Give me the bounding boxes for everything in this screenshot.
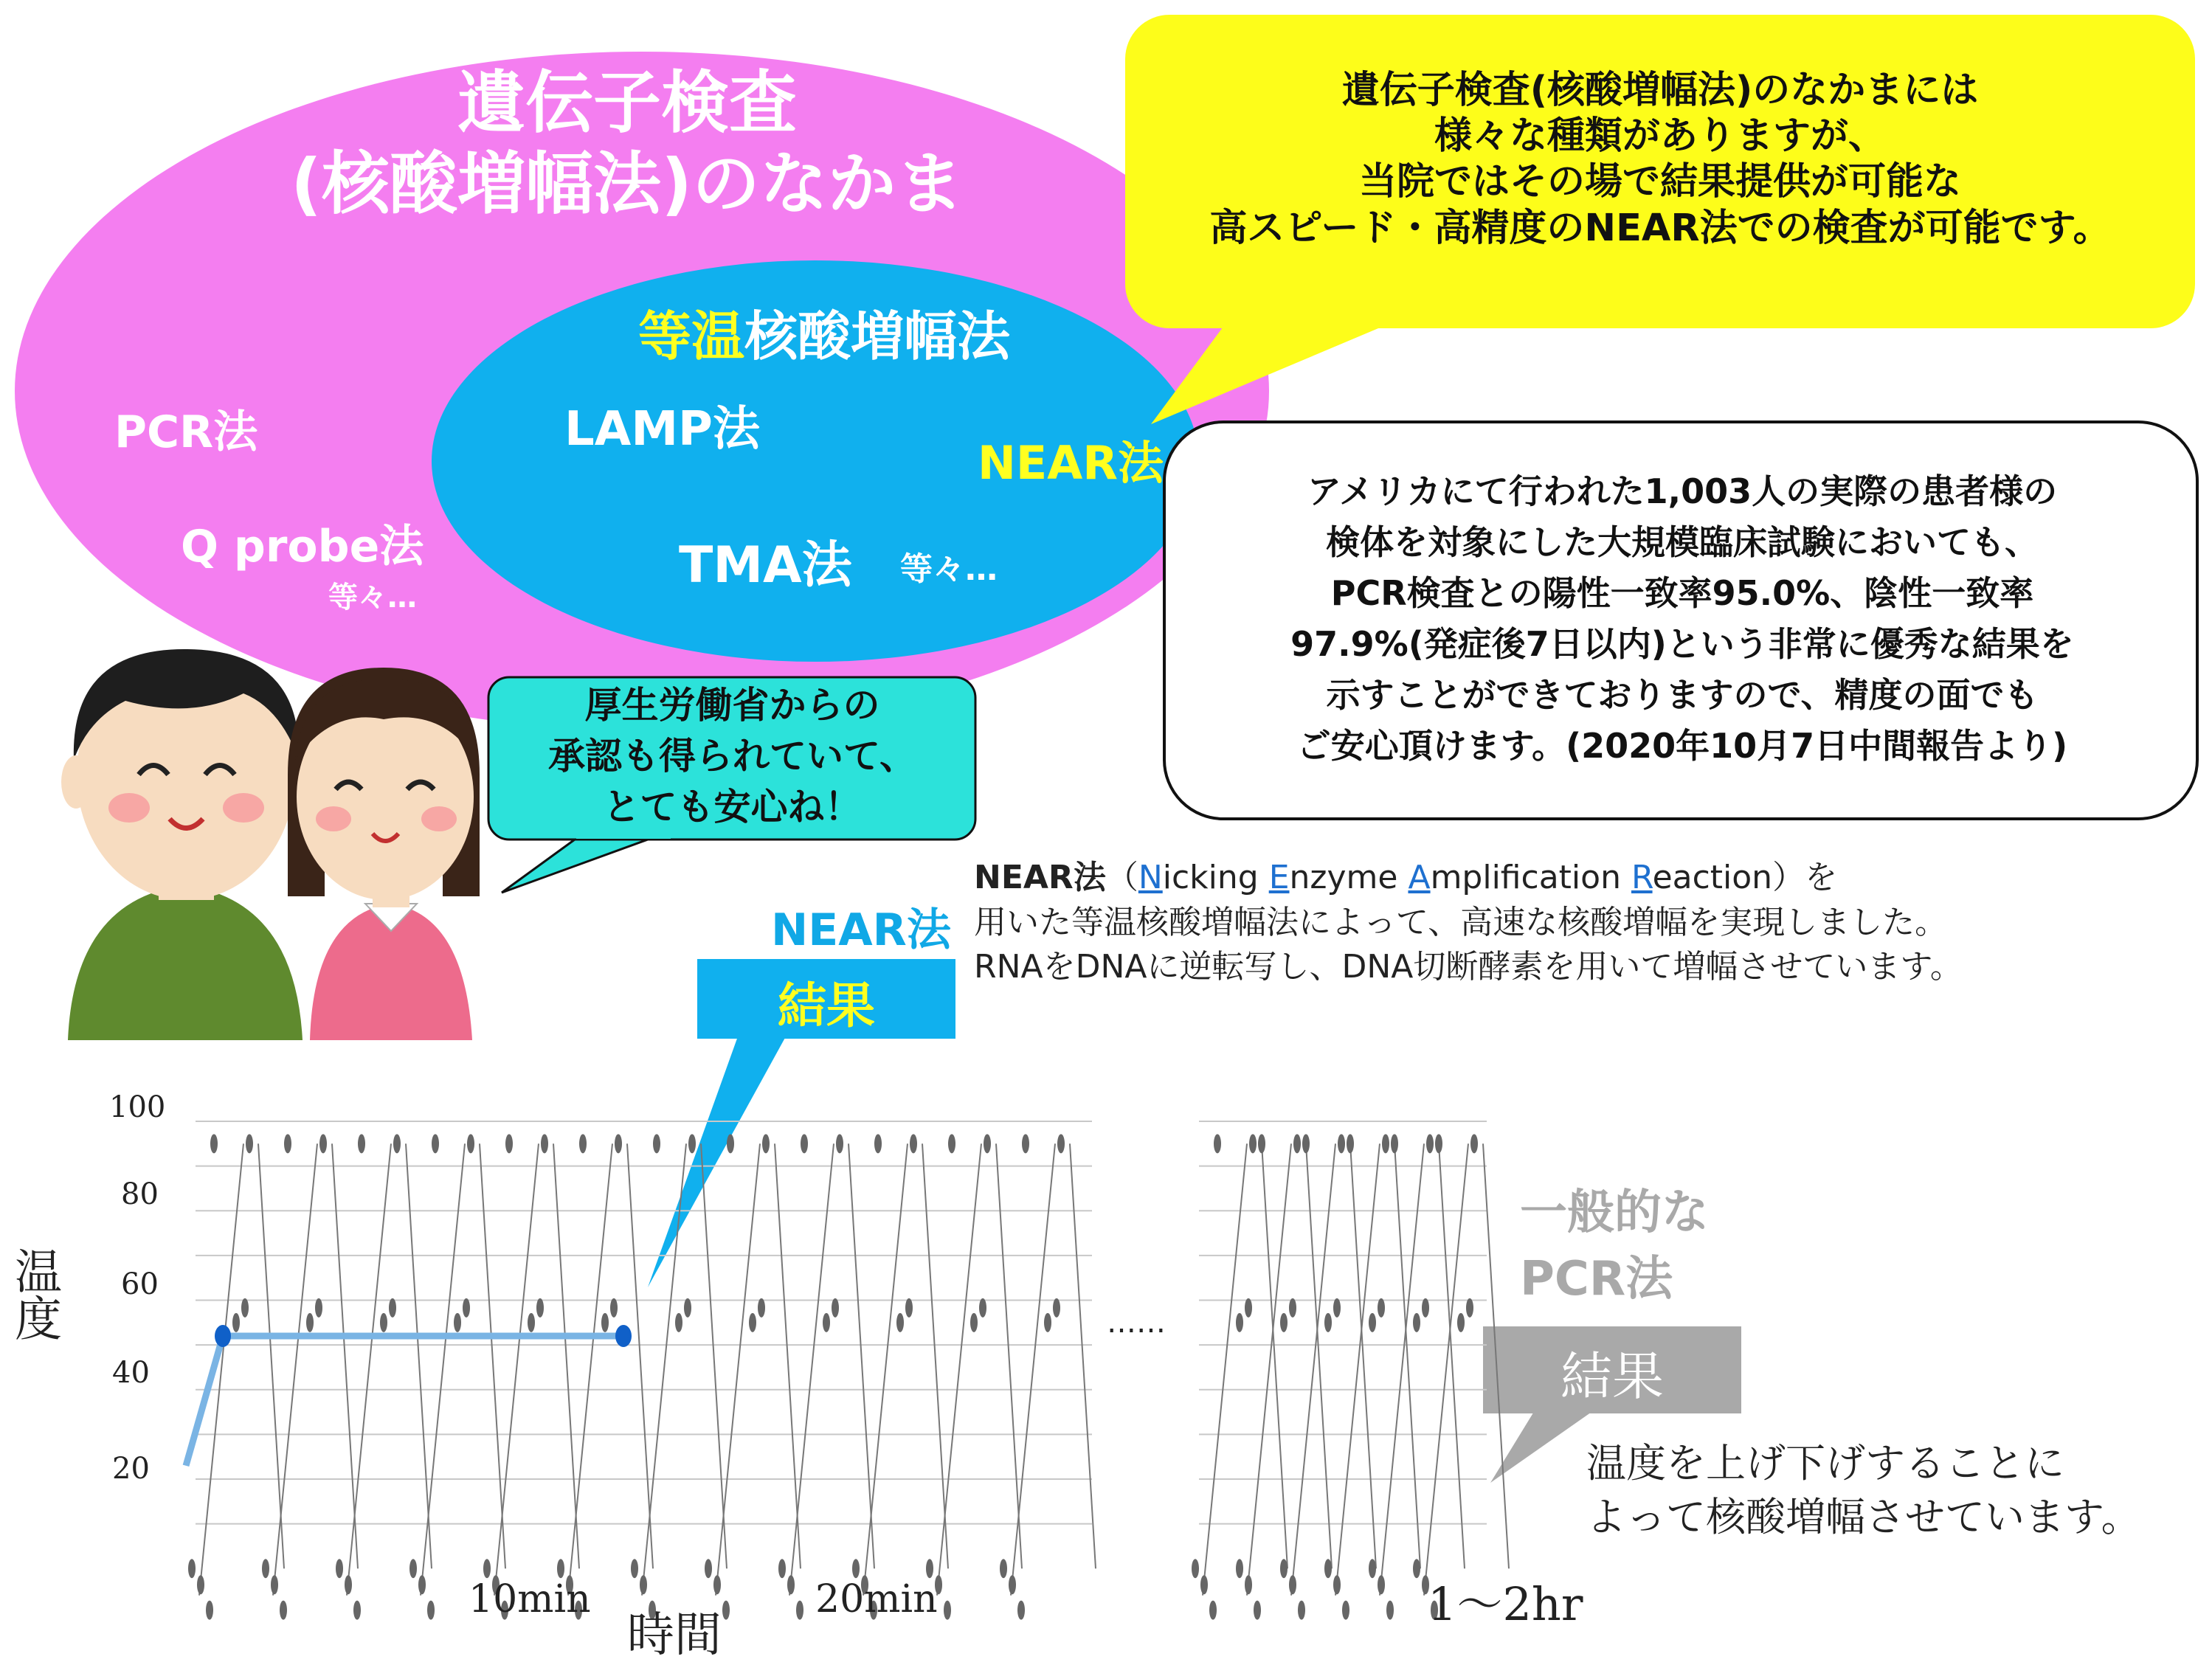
pcr-low-mark <box>722 1601 730 1620</box>
pcr-low-mark <box>1324 1559 1332 1578</box>
pink-etc-label: 等々… <box>328 581 417 615</box>
near-desc-line1 <box>974 856 2199 901</box>
near-desc-a: A <box>1408 859 1431 896</box>
yellow-line4: 高スピード・高精度のNEAR法での検査が可能です。 <box>1209 206 2111 250</box>
pcr-denature-mark <box>1302 1134 1310 1153</box>
cyan-line3: とても安心ね！ <box>603 786 862 828</box>
pcr-denature-mark <box>1382 1134 1389 1153</box>
pcr-low-mark <box>188 1559 196 1578</box>
pcr-denature-mark <box>541 1134 548 1153</box>
pcr-low-mark <box>787 1575 795 1594</box>
pcr-anneal-mark <box>610 1298 618 1318</box>
pcr-anneal-mark <box>1245 1298 1252 1318</box>
pcr-anneal-mark <box>749 1313 756 1332</box>
near-desc-r-rest: eaction <box>1652 859 1773 896</box>
pcr-anneal-mark <box>684 1298 691 1318</box>
near-series <box>186 1325 632 1466</box>
pcr-trace-line <box>848 1143 874 1568</box>
pcr-denature-mark <box>1258 1134 1265 1153</box>
pcr-anneal-mark <box>1044 1313 1051 1332</box>
trial-line3: PCR検査との陽性一致率95.0%、陰性一致率 <box>1330 573 2034 613</box>
pcr-note-line1: 温度を上げ下げすることに <box>1586 1440 2064 1486</box>
pcr-anneal-mark <box>675 1313 682 1332</box>
pcr-trace-line <box>1262 1143 1288 1568</box>
pcr-low-mark <box>926 1559 933 1578</box>
pcr-trace-line <box>332 1143 358 1568</box>
pcr-anneal-mark <box>970 1313 978 1332</box>
pcr-low-mark <box>557 1559 564 1578</box>
pcr-denature-mark <box>1022 1134 1029 1153</box>
y-tick-20: 20 <box>112 1452 150 1486</box>
pcr-low-mark <box>944 1601 951 1620</box>
pcr-anneal-mark <box>380 1313 387 1332</box>
pcr-low-mark <box>796 1601 803 1620</box>
near-method-label: NEAR法 <box>978 436 1164 490</box>
pcr-denature-mark <box>801 1134 808 1153</box>
near-desc-close: ）を <box>1772 859 1838 896</box>
pcr-anneal-mark <box>601 1313 609 1332</box>
pcr-trace-line <box>553 1143 579 1568</box>
grid-lines <box>196 1121 1487 1524</box>
pcr-denature-mark <box>1347 1134 1354 1153</box>
gap-marker: …… <box>1107 1306 1166 1340</box>
pcr-trace-line <box>996 1143 1022 1568</box>
near-desc-n-rest: icking <box>1162 859 1269 896</box>
pcr-anneal-mark <box>315 1298 322 1318</box>
pcr-low-mark <box>1289 1575 1296 1594</box>
pcr-low-mark <box>1192 1559 1199 1578</box>
near-result-callout-text: 結果 <box>778 977 875 1034</box>
trial-line5: 示すことができておりますので、精度の面でも <box>1326 675 2039 715</box>
pcr-denature-mark <box>1391 1134 1398 1153</box>
pcr-low-mark <box>1298 1601 1305 1620</box>
pcr-low-mark <box>427 1601 435 1620</box>
pcr-denature-mark <box>467 1134 474 1153</box>
pcr-low-mark <box>271 1575 278 1594</box>
pcr-low-mark <box>1333 1575 1341 1594</box>
pcr-denature-mark <box>874 1134 882 1153</box>
near-desc-line3: RNAをDNAに逆転写し、DNA切断酵素を用いて増幅させています。 <box>974 948 1963 986</box>
tma-method-label: TMA法 <box>679 536 852 595</box>
pcr-low-mark <box>631 1559 638 1578</box>
x-axis-label: 時間 <box>627 1608 722 1663</box>
pcr-low-mark <box>1254 1601 1261 1620</box>
near-desc-e-rest: nzyme <box>1289 859 1409 896</box>
pcr-denature-mark <box>615 1134 622 1153</box>
pcr-low-mark <box>1245 1575 1252 1594</box>
y-axis-label: 温度 <box>7 1247 61 1341</box>
pcr-trace-line <box>480 1143 505 1568</box>
pcr-low-mark <box>483 1559 491 1578</box>
pcr-denature-mark <box>688 1134 696 1153</box>
pcr-low-mark <box>418 1575 426 1594</box>
pcr-anneal-mark <box>241 1298 249 1318</box>
pcr-anneal-mark <box>1333 1298 1341 1318</box>
pcr-denature-mark <box>319 1134 327 1153</box>
pcr-denature-mark <box>910 1134 917 1153</box>
pcr-low-mark <box>713 1575 721 1594</box>
pcr-low-mark <box>1342 1601 1349 1620</box>
near-desc-name: NEAR法 <box>974 859 1106 896</box>
pcr-denature-mark <box>948 1134 955 1153</box>
pcr-low-mark <box>1236 1559 1243 1578</box>
pcr-anneal-mark <box>1413 1313 1420 1332</box>
pcr-low-mark <box>1386 1601 1394 1620</box>
pcr-denature-mark <box>984 1134 991 1153</box>
pcr-denature-mark <box>393 1134 401 1153</box>
cyan-line1: 厚生労働省からの <box>584 684 880 727</box>
pcr-trace-line <box>258 1143 284 1568</box>
pcr-label-line2: PCR法 <box>1520 1251 1673 1306</box>
trial-line6: ご安心頂けます。(2020年10月7日中間報告より) <box>1296 726 2068 766</box>
pcr-anneal-mark <box>1466 1298 1473 1318</box>
x-tick-hr: 1〜2hr <box>1428 1577 1583 1631</box>
pcr-low-mark <box>409 1559 417 1578</box>
pcr-low-mark <box>1017 1601 1025 1620</box>
pcr-anneal-mark <box>1324 1313 1332 1332</box>
pcr-low-mark <box>852 1559 860 1578</box>
near-desc-n: N <box>1138 859 1163 896</box>
near-desc-e: E <box>1268 859 1290 896</box>
yellow-line1: 遺伝子検査(核酸増幅法)のなかまには <box>1341 69 1979 112</box>
trial-box-text <box>1173 466 2191 772</box>
pcr-low-mark <box>1209 1601 1217 1620</box>
pcr-low-mark <box>280 1601 287 1620</box>
pcr-low-mark <box>262 1559 269 1578</box>
pcr-trace-line <box>1070 1143 1096 1568</box>
pcr-anneal-mark <box>528 1313 535 1332</box>
pink-title-line1: 遺伝子検査 <box>457 63 797 142</box>
pcr-low-mark <box>336 1559 343 1578</box>
pcr-denature-mark <box>1338 1134 1345 1153</box>
pcr-denature-mark <box>246 1134 253 1153</box>
yellow-callout-text <box>1129 68 2191 252</box>
pcr-trace-line <box>1439 1143 1465 1568</box>
pcr-low-mark <box>1280 1559 1288 1578</box>
pcr-result-label <box>1520 1180 1709 1312</box>
lamp-method-label: LAMP法 <box>564 402 760 457</box>
pcr-low-mark <box>197 1575 204 1594</box>
people-illustration <box>61 649 480 1040</box>
pcr-low-mark <box>1378 1575 1385 1594</box>
pcr-anneal-mark <box>536 1298 544 1318</box>
trial-line2: 検体を対象にした大規模臨床試験においても、 <box>1326 522 2039 562</box>
pcr-trace-line <box>627 1143 653 1568</box>
y-tick-100: 100 <box>109 1090 166 1124</box>
pcr-note-line2: よって核酸増幅させています。 <box>1586 1493 2141 1540</box>
pcr-denature-mark <box>1057 1134 1065 1153</box>
near-desc-line2: 用いた等温核酸増幅法によって、高速な核酸増幅を実現しました。 <box>974 903 1948 941</box>
pcr-anneal-mark <box>979 1298 986 1318</box>
pcr-low-mark <box>345 1575 352 1594</box>
pcr-trace-line <box>775 1143 801 1568</box>
y-tick-60: 60 <box>121 1267 159 1301</box>
pcr-anneal-mark <box>1053 1298 1060 1318</box>
pcr-denature-mark <box>505 1134 513 1153</box>
pcr-trace-line <box>701 1143 727 1568</box>
pcr-low-mark <box>640 1575 647 1594</box>
qprobe-method-label: Q probe法 <box>181 521 424 572</box>
pcr-trace-line <box>1350 1143 1376 1568</box>
pcr-method-label: PCR法 <box>114 406 258 458</box>
isothermal-heading <box>638 294 1010 370</box>
pcr-trace-line <box>1394 1143 1420 1568</box>
pcr-anneal-mark <box>1280 1313 1288 1332</box>
pcr-denature-mark <box>1435 1134 1442 1153</box>
pcr-denature-mark <box>1249 1134 1257 1153</box>
pcr-denature-mark <box>358 1134 365 1153</box>
pcr-note <box>1586 1437 2141 1545</box>
cyan-callout-text <box>491 680 974 833</box>
trial-line1: アメリカにて行われた1,003人の実際の患者様の <box>1307 471 2058 511</box>
pcr-anneal-mark <box>1289 1298 1296 1318</box>
yellow-line2: 様々な種類がありますが、 <box>1434 114 1886 159</box>
pcr-denature-mark <box>210 1134 218 1153</box>
pcr-low-mark <box>1009 1575 1016 1594</box>
pcr-anneal-mark <box>823 1313 830 1332</box>
pcr-anneal-mark <box>1457 1313 1465 1332</box>
isothermal-rest: 核酸増幅法 <box>744 305 1011 367</box>
pcr-denature-mark <box>284 1134 291 1153</box>
pcr-anneal-mark <box>896 1313 904 1332</box>
pink-title <box>184 63 1070 226</box>
pcr-trace-line <box>922 1143 948 1568</box>
near-desc-r: R <box>1631 859 1653 896</box>
y-tick-40: 40 <box>112 1356 150 1390</box>
pcr-anneal-mark <box>905 1298 913 1318</box>
pcr-anneal-mark <box>1422 1298 1429 1318</box>
pcr-low-mark <box>1413 1559 1420 1578</box>
pcr-denature-mark <box>727 1134 734 1153</box>
pcr-anneal-mark <box>463 1298 470 1318</box>
chart-area <box>186 1121 1509 1620</box>
pcr-label-line1: 一般的な <box>1520 1185 1709 1240</box>
pcr-low-mark <box>778 1559 786 1578</box>
near-result-label: NEAR法 <box>771 904 951 956</box>
pcr-anneal-mark <box>306 1313 314 1332</box>
near-desc-open: （ <box>1105 859 1138 896</box>
isothermal-highlight: 等温 <box>638 305 745 367</box>
pcr-trace-line <box>406 1143 432 1568</box>
pink-title-line2: (核酸増幅法)のなかま <box>290 145 964 224</box>
pcr-anneal-mark <box>232 1313 240 1332</box>
pcr-anneal-mark <box>1236 1313 1243 1332</box>
pcr-anneal-mark <box>832 1298 839 1318</box>
pcr-anneal-mark <box>758 1298 765 1318</box>
pcr-denature-mark <box>1470 1134 1478 1153</box>
near-series-point <box>215 1325 231 1347</box>
near-description <box>974 856 2199 990</box>
pcr-denature-mark <box>1293 1134 1301 1153</box>
x-tick-10min: 10min <box>469 1577 591 1621</box>
pcr-low-mark <box>705 1559 712 1578</box>
pcr-low-mark <box>206 1601 213 1620</box>
pcr-low-mark <box>1000 1559 1007 1578</box>
pcr-denature-mark <box>1426 1134 1434 1153</box>
pcr-denature-mark <box>653 1134 660 1153</box>
pcr-anneal-mark <box>1369 1313 1376 1332</box>
pcr-cycle-traces <box>188 1134 1509 1619</box>
pcr-denature-mark <box>836 1134 843 1153</box>
pcr-low-mark <box>1369 1559 1376 1578</box>
near-desc-a-rest: mplification <box>1430 859 1631 896</box>
pcr-result-callout-text: 結果 <box>1561 1346 1664 1407</box>
near-series-point <box>615 1325 632 1347</box>
pcr-denature-mark <box>762 1134 770 1153</box>
cyan-line2: 承認も得られていて、 <box>548 735 916 778</box>
x-tick-20min: 20min <box>815 1577 938 1621</box>
woman-figure <box>288 668 480 1040</box>
pcr-denature-mark <box>432 1134 439 1153</box>
yellow-line3: 当院ではその場で結果提供が可能な <box>1358 160 1961 204</box>
pcr-anneal-mark <box>454 1313 461 1332</box>
man-figure <box>61 649 310 1040</box>
pcr-anneal-mark <box>1378 1298 1385 1318</box>
pcr-denature-mark <box>1214 1134 1221 1153</box>
y-tick-80: 80 <box>121 1177 159 1211</box>
near-series-line <box>186 1336 623 1466</box>
pcr-anneal-mark <box>389 1298 396 1318</box>
pcr-low-mark <box>353 1601 361 1620</box>
pcr-denature-mark <box>579 1134 587 1153</box>
trial-line4: 97.9%(発症後7日以内)という非常に優秀な結果を <box>1290 624 2074 664</box>
pcr-trace-line <box>1306 1143 1332 1568</box>
pcr-low-mark <box>1200 1575 1208 1594</box>
blue-etc-label: 等々… <box>900 550 998 588</box>
